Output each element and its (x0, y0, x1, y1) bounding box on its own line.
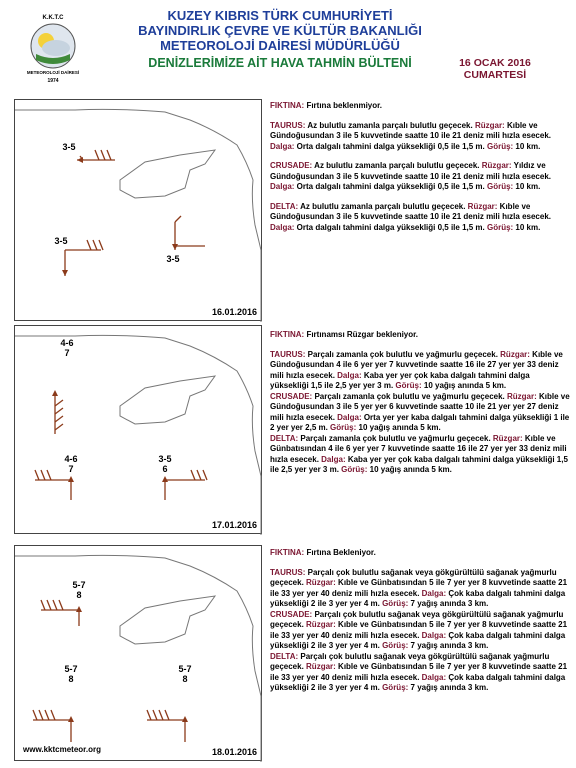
wind-arrow (175, 216, 205, 250)
arrow-head (162, 476, 168, 482)
taurus-forecast: TAURUS: Parçalı çok bulutlu sağanak veya gökgürültülü sağanak yağmurlu geçecek. Rüzgar: Kıble ve Günbatısından 5 ile 7 yer yer 8 kuvvetinde saatte 21 ile 33 yer yer 40 deniz mili hızla esecek. Dalga: Çok kaba dalgalı tahmini dalga yüksekliği 2 ile 3 yer yer 4 m. Görüş: 7 yağış anında 3 km. (270, 567, 568, 608)
forecast-day-2 (270, 330, 570, 476)
station-crusade: 4-6 7 (64, 454, 78, 474)
delta-forecast: DELTA: Parçalı zamanla çok bulutlu ve yağmurlu geçecek. Rüzgar: Kıble ve Günbatısından 4 ile 6 yer yer 7 kuvvetinde saatte 16 ile 27 yer yer 33 deniz mili hızla esecek. Dalga: Kaba yer yer çok kaba dalgalı tahmini dalga yüksekliği 1,5 ile 2,5 yer yer 3 m. Görüş: 10 yağış anında 5 km. (270, 433, 568, 474)
website-link[interactable]: www.kktcmeteor.org (23, 745, 101, 754)
station-taurus: 3-5 (62, 142, 76, 152)
sea-map (15, 326, 263, 535)
arrow-head (68, 476, 74, 482)
arrow-head (68, 716, 74, 722)
station-taurus: 5-7 8 (72, 580, 86, 600)
station-taurus: 4-6 7 (60, 338, 74, 358)
crusade-forecast: CRUSADE: Az bulutlu zamanla parçalı bulutlu geçecek. Rüzgar: Yıldız ve Gündoğusundan 3 ile 5 kuvvetinde saatte 10 ile 21 deniz mili hızla esecek. Dalga: Orta dalgalı tahmini dalga yüksekliği 0,5 ile 1,5 m. Görüş: 10 km. (270, 161, 551, 191)
delta-forecast: DELTA: Parçalı çok bulutlu sağanak veya gökgürültülü sağanak yağmurlu geçecek. Rüzgar: Kıble ve Günbatısından 5 ile 7 yer yer 8 kuvvetinde saatte 21 ile 33 yer yer 40 deniz mili hızla esecek. Dalga: Çok kaba dalgalı tahmini dalga yüksekliği 2 ile 3 yer yer 4 m. Görüş: 7 yağış anında 3 km. (270, 651, 568, 692)
logo-bottom-text: METEOROLOJİ DAİRESİ (26, 70, 80, 75)
header-line-1: KUZEY KIBRIS TÜRK CUMHURİYETİ (167, 8, 393, 23)
arrow-head (77, 157, 83, 163)
forecast-day-1 (270, 101, 570, 242)
wind-arrow (165, 470, 207, 500)
wind-arrow (35, 470, 71, 500)
header-line-2: BAYINDIRLIK ÇEVRE VE KÜLTÜR BAKANLIĞI (138, 23, 422, 38)
arrow-head (172, 244, 178, 250)
map-date: 18.01.2016 (211, 747, 257, 757)
arrow-head (182, 716, 188, 722)
station-delta: 5-7 8 (178, 664, 192, 684)
station-delta: 3-5 6 (158, 454, 172, 474)
bulletin-date: 16 OCAK 2016 (459, 57, 531, 69)
map-panel-day-2 (14, 325, 262, 534)
fiktina-forecast: FIKTINA: Fırtınamsı Rüzgar bekleniyor. (270, 330, 419, 339)
cloud-icon (42, 40, 70, 56)
wind-arrow (147, 710, 185, 742)
sea-map (15, 546, 263, 762)
map-panel-day-1 (14, 99, 262, 321)
coastline (15, 335, 261, 535)
logo-top-text: K.K.T.C (42, 15, 64, 21)
map-date: 17.01.2016 (211, 520, 257, 530)
map-panel-day-3 (14, 545, 262, 761)
sea-map (15, 100, 263, 322)
crusade-forecast: CRUSADE: Parçalı çok bulutlu sağanak veya gökgürültülü sağanak yağmurlu geçecek. Rüzgar: Kıble ve Günbatısından 5 ile 7 yer yer 8 kuvvetinde saatte 21 ile 33 yer yer 40 deniz mili hızla esecek. Dalga: Çok kaba dalgalı tahmini dalga yüksekliği 2 ile 3 yer yer 4 m. Görüş: 7 yağış anında 3 km. (270, 609, 568, 650)
coastline (15, 555, 261, 762)
wind-arrow (55, 394, 63, 434)
cyprus-island (120, 150, 215, 198)
coastline (15, 109, 261, 322)
logo-year: 1974 (47, 78, 59, 84)
meteorology-logo (26, 10, 80, 86)
delta-forecast: DELTA: Az bulutlu zamanla parçalı bulutlu geçecek. Rüzgar: Kıble ve Gündoğusundan 3 ile 5 kuvvetinde saatte 10 ile 21 deniz mili hızla esecek. Dalga: Orta dalgalı tahmini dalga yüksekliği 0,5 ile 1,5 m. Görüş: 10 km. (270, 201, 551, 232)
bulletin-day: CUMARTESİ (463, 69, 527, 81)
bulletin-title: DENİZLERİMİZE AİT HAVA TAHMİN BÜLTENİ (148, 56, 412, 70)
cyprus-island (120, 376, 215, 424)
arrow-head (62, 270, 68, 276)
wind-arrow (41, 600, 79, 626)
arrow-head (76, 606, 82, 612)
taurus-forecast: TAURUS: Parçalı zamanla çok bulutlu ve yağmurlu geçecek. Rüzgar: Kıble ve Gündoğusundan 4 ile 6 yer yer 7 kuvvetinde saatte 16 ile 27 yer yer 33 deniz mili hızla esecek. Dalga: Kaba yer yer çok kaba dalgalı tahmini dalga yüksekliği 1,5 ile 2,5 yer yer 3 m. Görüş: 10 yağış anında 5 km. (270, 349, 563, 390)
station-crusade: 5-7 8 (64, 664, 78, 684)
fiktina-forecast: FIKTINA: Fırtına beklenmiyor. (270, 101, 383, 110)
station-delta: 3-5 (166, 254, 180, 264)
forecast-day-3 (270, 548, 570, 694)
crusade-forecast: CRUSADE: Parçalı zamanla çok bulutlu ve yağmurlu geçecek. Rüzgar: Kıble ve Gündoğusundan 3 ile 5 yer yer 6 kuvvetinde saatte 10 ile 21 yer yer 27 deniz mili hızla esecek. Dalga: Orta yer yer kaba dalgalı tahmini dalga yüksekliği 1 ile 2 yer yer 2,5 m. Görüş: 10 yağış anında 5 km. (270, 391, 570, 432)
station-crusade: 3-5 (54, 236, 68, 246)
map-date: 16.01.2016 (211, 307, 257, 317)
arrow-head (52, 390, 58, 396)
fiktina-forecast: FIKTINA: Fırtına Bekleniyor. (270, 548, 376, 557)
wind-arrow (33, 710, 71, 742)
header-line-3: METEOROLOJİ DAİRESİ MÜDÜRLÜĞÜ (160, 38, 400, 53)
cyprus-island (120, 596, 215, 644)
taurus-forecast: TAURUS: Az bulutlu zamanla parçalı bulutlu geçecek. Rüzgar: Kıble ve Gündoğusundan 3 ile 5 kuvvetinde saatte 10 ile 21 deniz mili hızla esecek. Dalga: Orta dalgalı tahmini dalga yüksekliği 0,5 ile 1,5 m. Görüş: 10 km. (270, 120, 551, 151)
